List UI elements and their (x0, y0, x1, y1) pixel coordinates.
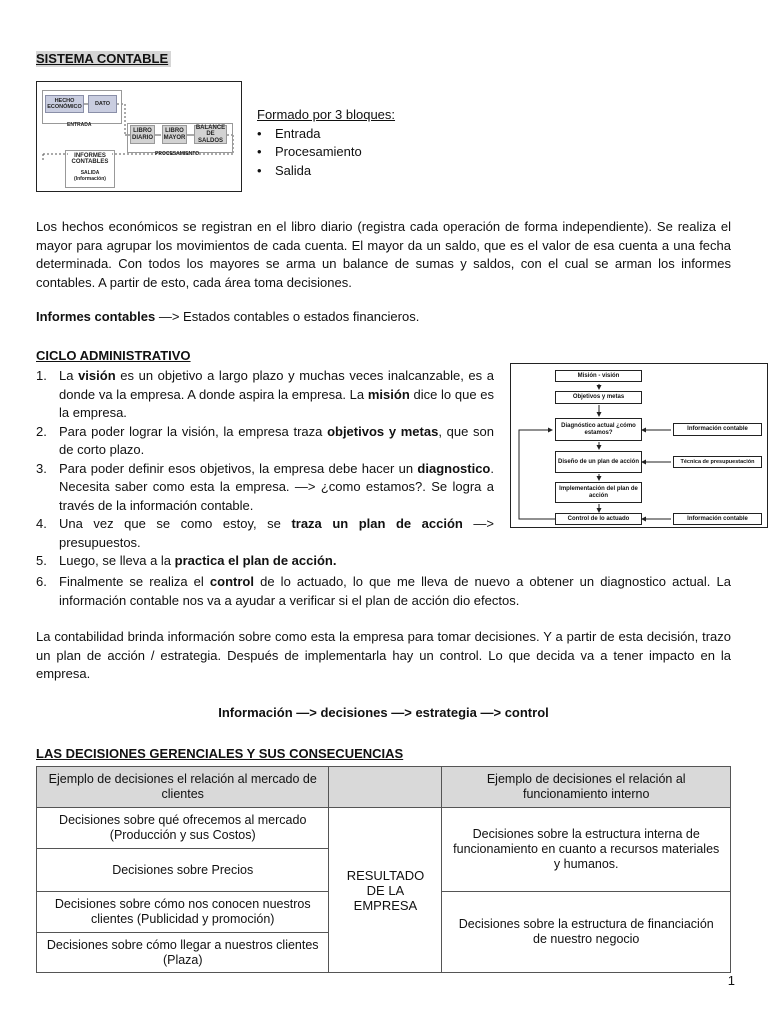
ciclo-item: 4. Una vez que se como estoy, se traza un plan de acción —> presupuestos. (36, 516, 494, 550)
control-actuado-node: Control de lo actuado (555, 513, 642, 525)
ciclo-administrativo-diagram (510, 363, 768, 528)
ciclo-item: 1. La visión es un objetivo a largo plazo y muchas veces inalcanzable, es a donde va la empresa. A donde aspira la empresa. La misión dice lo que es la empresa. (36, 368, 494, 420)
ciclo-item: 5. Luego, se lleva a la practica el plan de acción. (36, 553, 337, 568)
sistema-contable-paragraph: Los hechos económicos se registran en el libro diario (registra cada operación de forma independiente). Se realiza el mayor para agrupar los movimientos de cada cuenta. El mayor da un saldo, que es el valor de esa cuenta a una fecha determinada. Con todos los mayores se arma un balance de sumas y saldos, con el cual se arman los informes contables. A partir de esto, cada área toma decisiones. (36, 219, 731, 290)
section-title-decisiones: LAS DECISIONES GERENCIALES Y SUS CONSECUENCIAS (36, 746, 404, 761)
section-title-ciclo-administrativo: CICLO ADMINISTRATIVO (36, 348, 191, 363)
decisiones-table (36, 766, 731, 973)
objetivos-metas-node: Objetivos y metas (555, 391, 642, 404)
informacion-contable-node: Información contable (673, 423, 762, 436)
ciclo-item: 3. Para poder definir esos objetivos, la empresa debe hacer un diagnostico. Necesita saber como esta la empresa. —> ¿como estamos?. Se logra a través de la información contable. (36, 460, 494, 513)
table-cell: Decisiones sobre Precios (37, 849, 329, 892)
informes-bold: Informes contables (36, 309, 156, 324)
table-cell: Decisiones sobre qué ofrecemos al mercado (Producción y sus Costos) (37, 808, 329, 849)
sistema-contable-diagram (36, 81, 242, 192)
table-header-left: Ejemplo de decisiones el relación al mercado de clientes (37, 767, 329, 808)
informes-contables-block: INFORMES CONTABLES (68, 152, 112, 166)
ciclo-list (36, 367, 494, 571)
section-title-sistema-contable: SISTEMA CONTABLE (36, 50, 171, 69)
dato-block: DATO (88, 95, 117, 113)
libro-mayor-block: LIBRO MAYOR (162, 125, 187, 144)
bloque-item: • Salida (257, 162, 457, 181)
tecnica-presupuestacion-node: Técnica de presupuestación (673, 456, 762, 468)
implementacion-plan-node: Implementación del plan de acción (555, 482, 642, 503)
table-row (37, 767, 731, 808)
ciclo-item: 6. Finalmente se realiza el control de lo actuado, lo que me lleva de nuevo a obtener un diagnostico actual. La información contable nos va a ayudar a verificar si el plan de acción dio efectos. (36, 574, 731, 608)
bloque-item: • Entrada (257, 125, 457, 144)
informes-line (36, 308, 731, 327)
ciclo-connectors (511, 364, 768, 529)
ciclo-item: 2. Para poder lograr la visión, la empresa traza objetivos y metas, que son de corto plazo. (36, 423, 494, 457)
table-cell: Decisiones sobre la estructura de financiación de nuestro negocio (442, 892, 731, 973)
contabilidad-paragraph: La contabilidad brinda información sobre como esta la empresa para tomar decisiones. Y a partir de esta decisión, trazo un plan de acción / estrategia. Después de implementarla hay un control. Lo que decida va a tener impacto en la empresa. (36, 629, 731, 681)
table-header-right: Ejemplo de decisiones el relación al funcionamiento interno (442, 767, 731, 808)
diagnostico-node: Diagnóstico actual ¿cómo estamos? (555, 418, 642, 441)
hecho-economico-block: HECHO ECONÓMICO (45, 95, 84, 113)
diseno-plan-node: Diseño de un plan de acción (555, 451, 642, 473)
page-number: 1 (727, 973, 735, 988)
resultado-cell: RESULTADO DE LA EMPRESA (329, 808, 442, 973)
informes-rest: —> Estados contables o estados financieros. (155, 309, 420, 324)
entrada-label: ENTRADA (67, 122, 92, 128)
mision-vision-node: Misión - visión (555, 370, 642, 382)
informacion-contable-node-2: Información contable (673, 513, 762, 525)
bloques-list (257, 106, 457, 180)
flow-line: Información —> decisiones —> estrategia —> control (218, 705, 549, 720)
ciclo-list-continued (36, 573, 731, 610)
table-row (37, 808, 731, 849)
table-cell: Decisiones sobre la estructura interna de funcionamiento en cuanto a recursos materiales y humanos. (442, 808, 731, 892)
table-cell: Decisiones sobre cómo llegar a nuestros clientes (Plaza) (37, 933, 329, 973)
salida-label: SALIDA (Información) (74, 170, 106, 182)
table-cell: Decisiones sobre cómo nos conocen nuestros clientes (Publicidad y promoción) (37, 892, 329, 933)
bloques-caption: Formado por 3 bloques: (257, 107, 396, 122)
balance-de-saldos-block: BALANCE DE SALDOS (195, 124, 226, 144)
procesamiento-label: PROCESAMIENTO (155, 151, 200, 157)
bloque-item: • Procesamiento (257, 143, 457, 162)
table-header-center (329, 767, 442, 808)
libro-diario-block: LIBRO DIARIO (130, 125, 155, 144)
